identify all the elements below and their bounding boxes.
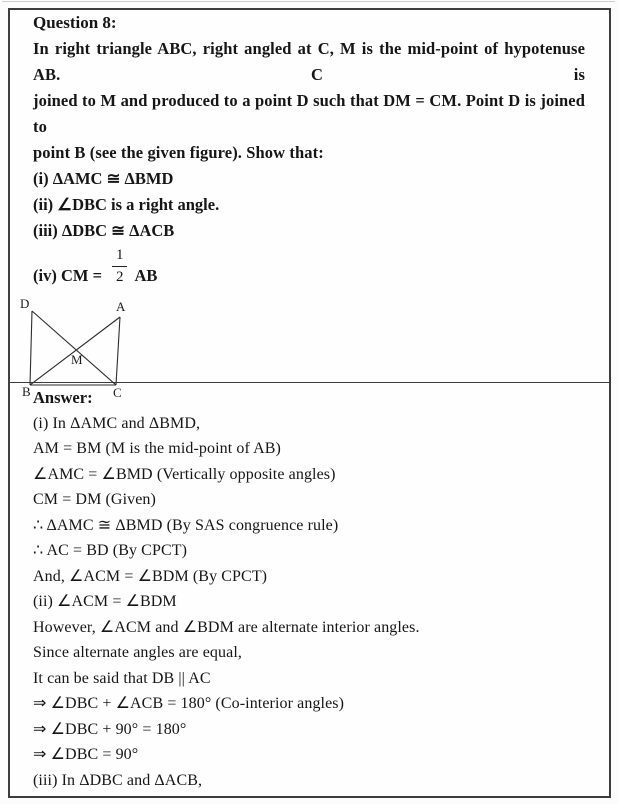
fraction-one-half bbox=[112, 246, 128, 287]
segment-DB bbox=[30, 311, 32, 385]
segment-AC bbox=[116, 317, 120, 385]
answer-lines bbox=[33, 411, 585, 794]
question-item: (i) ΔAMC ≅ ΔBMD bbox=[33, 169, 174, 188]
page-edge-line bbox=[2, 1, 615, 2]
question-items bbox=[33, 166, 585, 244]
answer-line: ∴ ΔAMC ≅ ΔBMD (By SAS congruence rule) bbox=[33, 516, 339, 534]
answer-line: ∴ AC = BD (By CPCT) bbox=[33, 542, 188, 559]
answer-line: However, ∠ACM and ∠BDM are alternate interior angles. bbox=[33, 618, 420, 636]
document-page bbox=[8, 8, 611, 798]
answer-line: AM = BM (M is the mid-point of AB) bbox=[33, 440, 281, 457]
answer-line: ⇒ ∠DBC + ∠ACB = 180° (Co-interior angles) bbox=[33, 695, 345, 712]
question-body-line: point B (see the given figure). Show that: bbox=[33, 143, 324, 162]
vertex-label-C: C bbox=[113, 384, 122, 400]
answer-section bbox=[10, 383, 609, 796]
midpoint-label-M: M bbox=[71, 351, 83, 367]
answer-heading: Answer: bbox=[33, 388, 93, 407]
question-body-line: In right triangle ABC, right angled at C, M is the mid-point of hypotenuse AB. C is bbox=[33, 39, 585, 84]
answer-line: Since alternate angles are equal, bbox=[33, 644, 242, 661]
fraction-numerator: 1 bbox=[112, 246, 128, 267]
segment-BA bbox=[30, 317, 120, 385]
question-body bbox=[33, 36, 585, 166]
question-item-iv bbox=[33, 246, 585, 289]
answer-line: And, ∠ACM = ∠BDM (By CPCT) bbox=[33, 567, 268, 585]
answer-line: It can be said that DB || AC bbox=[33, 669, 211, 687]
vertex-label-A: A bbox=[116, 298, 126, 314]
vertex-label-D: D bbox=[20, 295, 30, 311]
answer-line: ∠AMC = ∠BMD (Vertically opposite angles) bbox=[33, 465, 336, 483]
answer-line: (i) In ΔAMC and ΔBMD, bbox=[33, 414, 201, 432]
item-iv-prefix: (iv) CM = bbox=[33, 265, 102, 285]
answer-line: (ii) ∠ACM = ∠BDM bbox=[33, 593, 177, 610]
question-item: (ii) ∠DBC is a right angle. bbox=[33, 195, 220, 214]
answer-line: ⇒ ∠DBC = 90° bbox=[33, 746, 139, 763]
question-item: (iii) ΔDBC ≅ ΔACB bbox=[33, 221, 175, 240]
answer-line: CM = DM (Given) bbox=[33, 491, 156, 508]
vertex-label-B: B bbox=[22, 383, 31, 399]
answer-line: ⇒ ∠DBC + 90° = 180° bbox=[33, 720, 187, 738]
question-heading: Question 8: bbox=[33, 13, 117, 32]
answer-line: (iii) In ΔDBC and ΔACB, bbox=[33, 771, 203, 789]
fraction-denominator: 2 bbox=[115, 268, 124, 285]
question-body-line: joined to M and produced to a point D such that DM = CM. Point D is joined to bbox=[33, 91, 585, 136]
item-iv-suffix: AB bbox=[134, 265, 158, 285]
